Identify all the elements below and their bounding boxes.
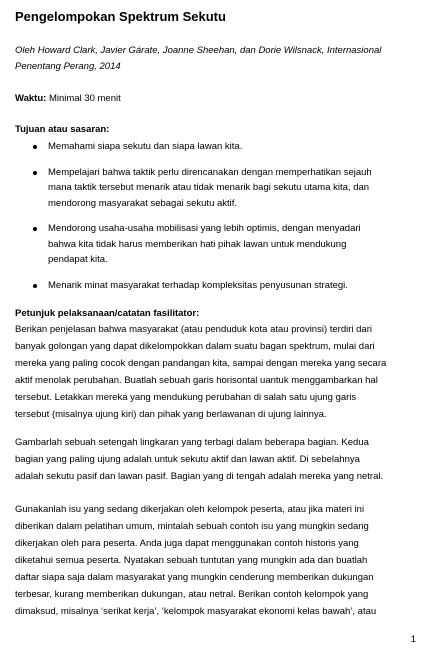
bullet-icon: [33, 171, 37, 175]
paragraph-line: Gambarlah sebuah setengah lingkaran yang terbagi dalam beberapa bagian. Kedua: [15, 437, 369, 448]
paragraph: [15, 434, 419, 485]
page-title: Pengelompokan Spektrum Sekutu: [15, 9, 226, 24]
duration-label: Waktu:: [15, 93, 47, 104]
duration-line: [15, 92, 121, 106]
list-item: [33, 139, 423, 155]
paragraph-line: daftar siapa saja dalam masyarakat yang mungkin cenderung memberikan dukungan: [15, 572, 374, 583]
facilitator-heading: Petunjuk pelaksanaan/catatan fasilitator:: [15, 308, 200, 319]
list-item-text: Mendorong usaha-usaha mobilisasi yang lebih optimis, dengan menyadari: [48, 223, 361, 234]
list-item: [33, 278, 423, 294]
paragraph-line: diberikan dalam pelatihan umum, mintalah sebuah contoh isu yang mungkin sedang: [15, 521, 369, 532]
page-number: 1: [410, 634, 416, 645]
paragraph-line: dikerjakan oleh para peserta. Anda juga dapat menggunakan contoh historis yang: [15, 538, 359, 549]
duration-value: Minimal 30 menit: [46, 93, 121, 104]
paragraph-line: Gunakanlah isu yang sedang dikerjakan oleh kelompok peserta, atau jika materi ini: [15, 504, 365, 515]
paragraph-line: diketahui semua peserta. Nyatakan sebuah tuntutan yang mungkin ada dan buatlah: [15, 555, 368, 566]
objectives-list: [33, 139, 423, 303]
paragraph-line: mereka yang paling cocok dengan pandangan kita, sampai dengan mereka yang secara: [15, 358, 387, 369]
list-item: [33, 221, 423, 268]
paragraph: [15, 501, 419, 620]
author-line: Oleh Howard Clark, Javier Gárate, Joanne Sheehan, dan Dorie Wilsnack, Internasional: [15, 45, 382, 56]
author-line: Penentang Perang, 2014: [15, 61, 121, 72]
list-item-text: Menarik minat masyarakat terhadap kompleksitas penyusunan strategi.: [48, 279, 348, 291]
paragraph-line: aktif menolak perubahan. Buatlah sebuah garis horisontal uantuk menggambarkan hal: [15, 375, 378, 386]
author-credit: [15, 43, 419, 75]
list-item-text: Mempelajari bahwa taktik perlu direncanakan dengan memperhatikan sejauh: [48, 166, 372, 178]
list-item-text: pendapat kita.: [48, 254, 108, 265]
paragraph-line: bagian yang paling ujung adalah untuk sekutu aktif dan lawan aktif. Di sebelahnya: [15, 454, 360, 465]
paragraph-line: tersebut. Letakkan mereka yang mendukung perubahan di salah satu ujung garis: [15, 392, 357, 403]
paragraph-line: Berikan penjelasan bahwa masyarakat (atau penduduk kota atau provinsi) terdiri dari: [15, 324, 372, 335]
paragraph: [15, 321, 419, 423]
bullet-icon: [33, 145, 37, 149]
paragraph-line: banyak golongan yang dapat dikelompokkan dalam suatu bagan spektrum, mulai dari: [15, 341, 375, 352]
list-item-text: mana taktik tersebut menarik atau tidak menarik bagi sekutu utama kita, dan: [48, 182, 370, 193]
list-item: [33, 165, 423, 212]
list-item-text: Memahami siapa sekutu dan siapa lawan kita.: [48, 141, 243, 152]
objectives-heading: Tujuan atau sasaran:: [15, 124, 110, 135]
bullet-icon: [33, 284, 37, 288]
list-item-text: mendorong masyarakat sebagai sekutu aktif.: [48, 197, 238, 209]
list-item-text: bahwa kita tidak harus memberikan hati pihak lawan untuk mendukung: [48, 238, 347, 250]
paragraph-line: adalah sekutu pasif dan lawan pasif. Bagian yang di tengah adalah mereka yang netral.: [15, 471, 384, 482]
paragraph-line: terbesar, kurang memberikan dukungan, atau netral. Berikan contoh kelompok yang: [15, 589, 369, 600]
bullet-icon: [33, 227, 37, 231]
paragraph-line: tersebut (misalnya ujung kiri) dan pihak yang berlawanan di ujung lainnya.: [15, 409, 327, 420]
paragraph-line: dimaksud, misalnya ‘serikat kerja’, ‘kelompok masyarakat ekonomi kelas bawah’, atau: [15, 606, 377, 617]
